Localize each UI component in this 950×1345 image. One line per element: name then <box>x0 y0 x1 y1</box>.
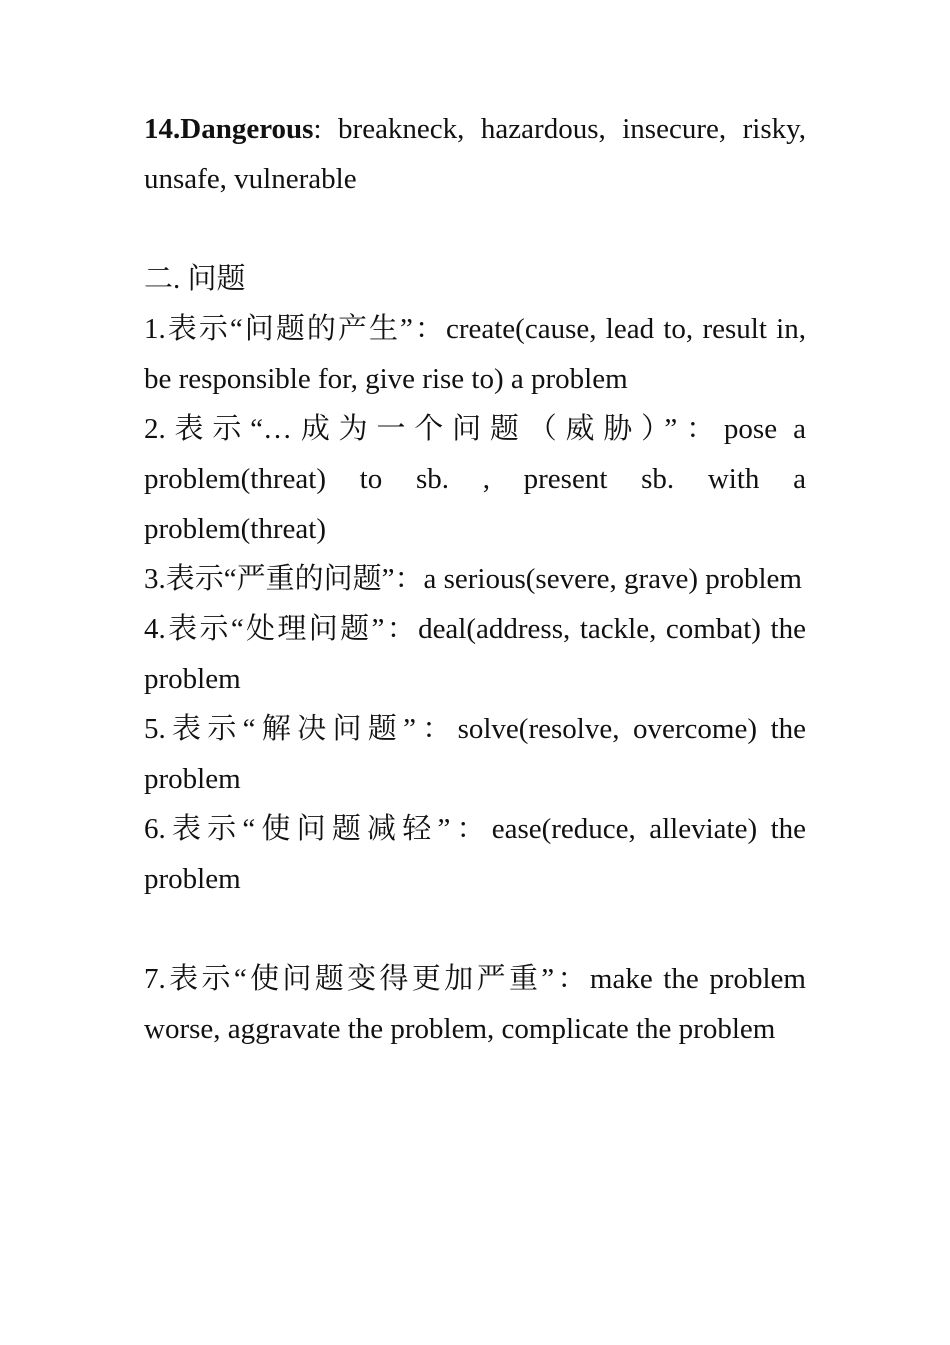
blank-line <box>144 904 806 954</box>
problem-item-1: 1.表示“问题的产生”：create(cause, lead to, result in, be responsible for, give rise to) a problem <box>144 313 806 395</box>
blank-line <box>144 204 806 254</box>
problem-item-4: 4.表示“处理问题”：deal(address, tackle, combat) the problem <box>144 613 806 695</box>
problem-item-5: 5.表示“解决问题”：solve(resolve, overcome) the problem <box>144 713 806 795</box>
problem-item-3: 3.表示“严重的问题”：a serious(severe, grave) problem <box>144 563 802 595</box>
problem-item-7: 7.表示“使问题变得更加严重”：make the problem worse, aggravate the problem, complicate the problem <box>144 963 806 1045</box>
problem-item-2: 2.表示“…成为一个问题（威胁）”：pose a problem(threat) to sb. , present sb. with a problem(threat) <box>144 413 806 545</box>
dangerous-synonyms-entry <box>144 104 806 204</box>
entry-title: 14.Dangerous <box>144 113 314 145</box>
section-heading: 二. 问题 <box>144 263 246 295</box>
entry-text: : breakneck, hazardous, insecure, risky, unsafe, vulnerable <box>144 113 806 195</box>
document-content <box>144 104 806 1054</box>
problem-item-6: 6.表示“使问题减轻”：ease(reduce, alleviate) the problem <box>144 813 806 895</box>
